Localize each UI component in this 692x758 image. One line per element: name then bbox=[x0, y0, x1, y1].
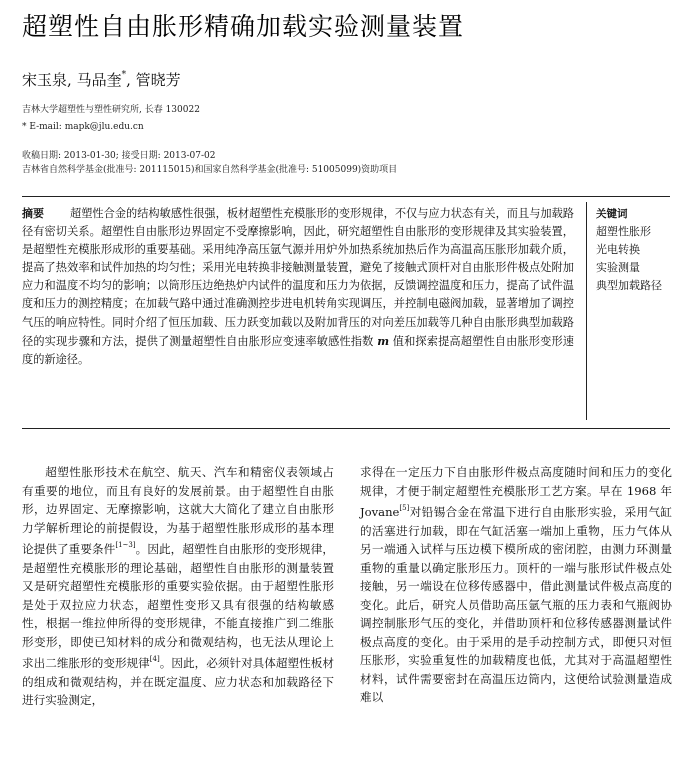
funding: 吉林省自然科学基金(批准号: 201115015)和国家自然科学基金(批准号: 51005099)资助项目 bbox=[22, 165, 398, 175]
keywords-divider bbox=[586, 202, 587, 420]
corresponding-author-mark: * bbox=[121, 70, 127, 80]
abstract-text-2: 值和探索提高超塑性自由胀形变形速度的新途径。 bbox=[22, 334, 574, 366]
abstract bbox=[22, 205, 574, 369]
abstract-symbol-m: m bbox=[377, 333, 390, 348]
abstract-bottom-rule bbox=[22, 428, 670, 429]
body-paragraph: 超塑性胀形技术在航空、航天、汽车和精密仪表领域占有重要的地位，而且有良好的发展前景。由于超塑性自由胀形，边界固定、无摩擦影响，这就大大简化了建立自由胀形力学解析理论的前提假设，为基于超塑性胀形成形的基本理论提供了重要条件[1~3]。因此，超塑性自由胀形的变形规律，是超塑性充模胀形的理论基础，超塑性自由胀形的测量装置又是研究超塑性充模胀形的重要实验依据。由于超塑性胀形是处于双拉应力状态，超塑性变形又具有很强的结构敏感性，根据一维拉伸所得的变形规律，不能直接推广到二维胀形变形，即使已知材料的成分和微观结构，也无法从理论上求出二维胀形的变形规律[4]。因此，必须针对具体超塑性板材的组成和微观结构，并在既定温度、应力状态和加载路径下进行实验测定， bbox=[22, 465, 334, 708]
author-1: 宋玉泉, bbox=[22, 71, 72, 89]
citation: [4] bbox=[149, 655, 160, 664]
dates: 收稿日期: 2013-01-30; 接受日期: 2013-07-02 bbox=[22, 151, 216, 161]
citation: [5] bbox=[399, 504, 410, 513]
abstract-text-1: 超塑性合金的结构敏感性很强，板材超塑性充模胀形的变形规律，不仅与应力状态有关，而且与加载路径有密切关系。超塑性自由胀形边界固定不受摩擦影响，因此，研究超塑性自由胀形的变形规律及其实验装置，是超塑性充模胀形成形的重要基础。采用纯净高压氩气源并用炉外加热系统加热后作为高温高压胀形加载介质，提高了热效率和试件加热的均匀性；采用光电转换非接触测量装置，避免了接触式顶杆对自由胀形件极点处附加应力和温度不均匀的影响；以筒形压边绝热炉内试件的温度和压力为依据，反馈调控温度和压力，提高了试件温度和压力的测控精度；在加载气路中通过准确测控步进电机转角实现调压，并控制电磁阀加载，显著增加了调控气压的响应特性。同时介绍了恒压加载、压力跃变加载以及附加背压的对向差压加载等几种自由胀形典型加载路径的实现步骤和方法，提供了测量超塑性自由胀形应变速率敏感性指数 bbox=[22, 207, 574, 348]
author-3: 管晓芳 bbox=[135, 71, 181, 89]
paper-title: 超塑性自由胀形精确加载实验测量装置 bbox=[22, 12, 465, 41]
keyword-item: 光电转换 bbox=[596, 243, 640, 257]
affiliation: 吉林大学超塑性与塑性研究所, 长春 130022 bbox=[22, 105, 200, 115]
keywords-title: 关键词 bbox=[596, 208, 628, 220]
author-2: 马品奎*, bbox=[76, 70, 131, 89]
keywords bbox=[596, 205, 686, 295]
email: * E-mail: mapk@jlu.edu.cn bbox=[22, 122, 144, 132]
abstract-label: 摘要 bbox=[22, 207, 45, 220]
body-paragraph: 求得在一定压力下自由胀形件极点高度随时间和压力的变化规律，才便于制定超塑性充模胀形工艺方案。早在 1968 年 Jovane[5]对铅锡合金在常温下进行自由胀形实验，采用气缸的活塞进行加载，即在气缸活塞一端加上重物，压力气体从另一端通入试样与压边模下模所成的密闭腔，由测力环测量重物的重量以确定胀形压力。顶杆的一端与胀形试件极点处接触，另一端设在位移传感器中，借此测量试件极点高度的变化。此后，研究人员借助高压氩气瓶的压力表和气瓶阀协调控制胀形气压的变化，并借助顶杆和位移传感器测量试件极点高度的变化。由于采用的是手动控制方式，即便只对恒压胀形，实验重复性的加载精度也低，尤其对于高温超塑性材料，试件需要密封在高温压边筒内，这便给试验测量造成难以 bbox=[360, 465, 672, 705]
keyword-item: 实验测量 bbox=[596, 261, 640, 275]
author-list bbox=[22, 66, 181, 91]
abstract-top-rule bbox=[22, 196, 670, 197]
keyword-item: 典型加载路径 bbox=[596, 279, 662, 293]
citation: [1~3] bbox=[115, 541, 136, 550]
body-right-column bbox=[360, 463, 672, 707]
author-2-name: 马品奎 bbox=[76, 71, 122, 89]
keyword-item: 超塑性胀形 bbox=[596, 225, 651, 239]
body-left-column bbox=[22, 463, 334, 710]
